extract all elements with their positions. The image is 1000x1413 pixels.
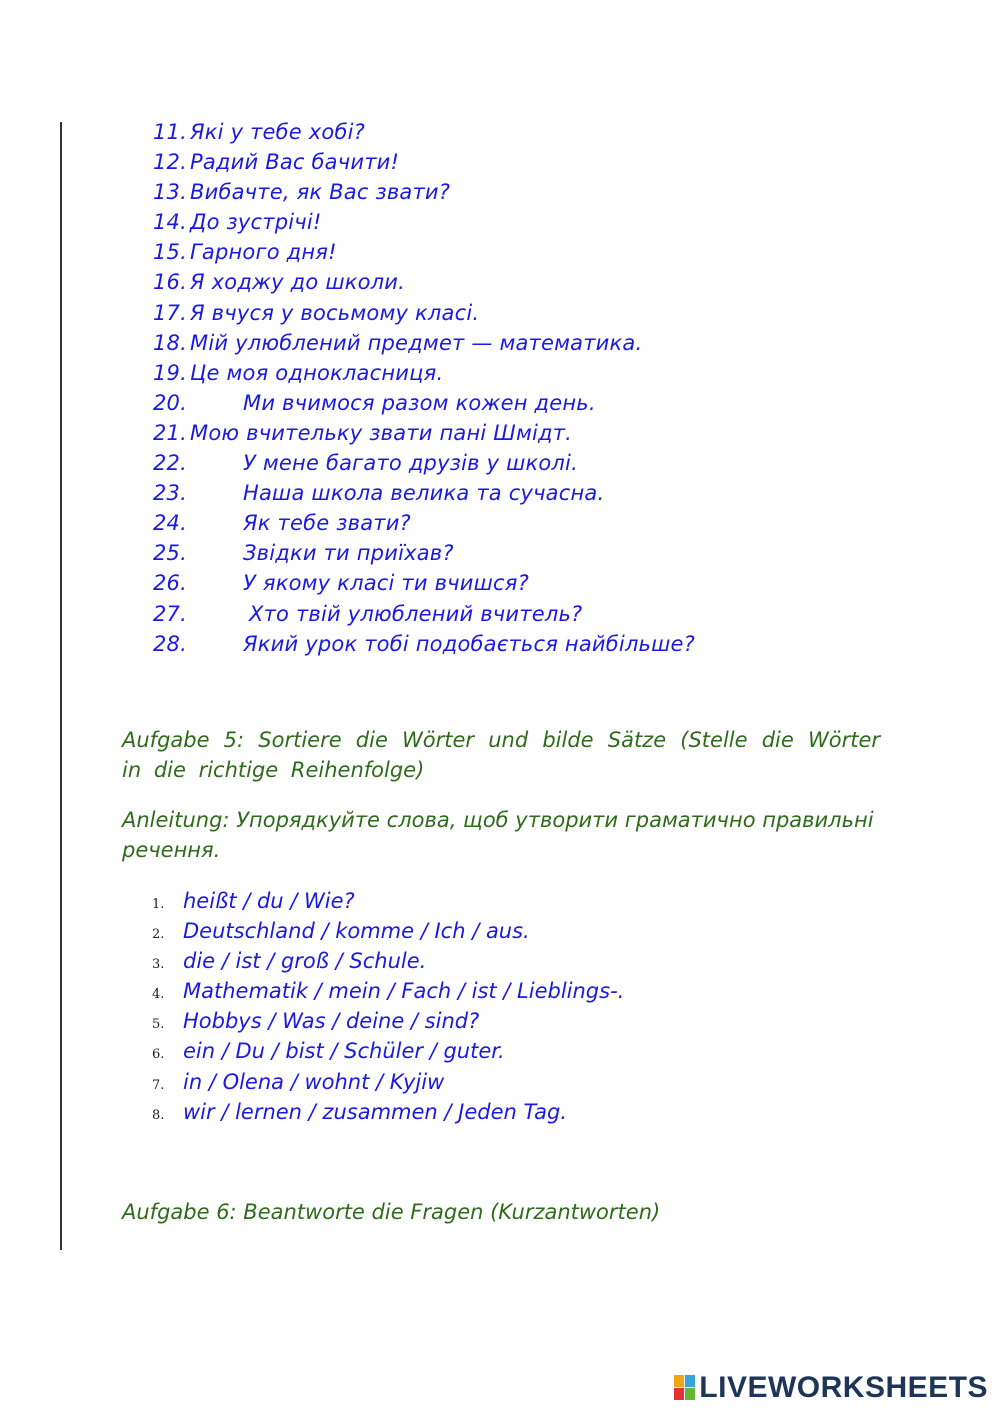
list-item bbox=[153, 358, 695, 388]
item-text: ein / Du / bist / Schüler / guter. bbox=[183, 1039, 505, 1064]
list-item bbox=[153, 629, 695, 659]
list-item bbox=[153, 599, 695, 629]
list-item bbox=[152, 1067, 624, 1097]
list-item bbox=[153, 568, 695, 598]
item-text: Я ходжу до школи. bbox=[190, 270, 406, 295]
list-item bbox=[153, 147, 695, 177]
item-number: 17. bbox=[153, 300, 187, 325]
item-number: 5. bbox=[152, 1017, 165, 1033]
item-text: Mathematik / mein / Fach / ist / Lieblings-. bbox=[183, 979, 625, 1004]
item-text: Deutschland / komme / Ich / aus. bbox=[183, 919, 530, 944]
ukrainian-phrase-list bbox=[153, 117, 695, 659]
item-text: Хто твій улюблений вчитель? bbox=[249, 601, 583, 626]
item-number: 15. bbox=[153, 240, 187, 265]
item-text: Як тебе звати? bbox=[243, 511, 411, 536]
item-number: 2. bbox=[152, 927, 165, 943]
item-number: 8. bbox=[152, 1107, 165, 1123]
item-number: 28. bbox=[153, 631, 187, 656]
item-text: Який урок тобі подобається найбільше? bbox=[243, 631, 696, 656]
list-item bbox=[153, 418, 695, 448]
item-number: 12. bbox=[153, 150, 187, 175]
list-item bbox=[153, 207, 695, 237]
item-text: wir / lernen / zusammen / Jeden Tag. bbox=[183, 1099, 567, 1124]
list-item bbox=[152, 1006, 624, 1036]
item-number: 11. bbox=[153, 120, 187, 144]
list-item bbox=[153, 177, 695, 207]
item-text: Наша школа велика та сучасна. bbox=[243, 481, 605, 506]
task5-instruction: Anleitung: Упорядкуйте слова, щоб утворити граматично правильні речення. bbox=[122, 808, 874, 862]
item-text: Які у тебе хобі? bbox=[190, 120, 365, 144]
item-number: 13. bbox=[153, 180, 187, 205]
liveworksheets-logo[interactable] bbox=[674, 1371, 988, 1405]
item-number: 16. bbox=[153, 270, 187, 295]
item-text: Я вчуся у восьмому класі. bbox=[190, 300, 480, 325]
margin-line bbox=[60, 122, 62, 1250]
item-text: Ми вчимося разом кожен день. bbox=[243, 390, 596, 415]
list-item bbox=[152, 976, 624, 1006]
list-item bbox=[153, 448, 695, 478]
item-text: Мою вчительку звати пані Шмідт. bbox=[190, 420, 573, 445]
item-text: Гарного дня! bbox=[190, 240, 337, 265]
list-item bbox=[152, 1097, 624, 1127]
list-item bbox=[152, 916, 624, 946]
list-item bbox=[153, 538, 695, 568]
item-text: Вибачте, як Вас звати? bbox=[190, 180, 451, 205]
list-item bbox=[152, 1036, 624, 1066]
list-item bbox=[153, 298, 695, 328]
item-text: in / Olena / wohnt / Kyjiw bbox=[183, 1069, 445, 1094]
item-text: До зустрічі! bbox=[190, 210, 322, 235]
item-number: 21. bbox=[153, 420, 187, 445]
item-number: 19. bbox=[153, 360, 187, 385]
item-text: Це моя однокласниця. bbox=[190, 360, 444, 385]
item-number: 3. bbox=[152, 957, 165, 973]
list-item bbox=[153, 508, 695, 538]
item-number: 26. bbox=[153, 571, 187, 596]
list-item bbox=[153, 388, 695, 418]
item-number: 18. bbox=[153, 330, 187, 355]
logo-text: LIVEWORKSHEETS bbox=[699, 1371, 988, 1404]
live-blocks-icon bbox=[674, 1375, 696, 1401]
item-text: У мене багато друзів у школі. bbox=[243, 451, 578, 476]
list-item bbox=[153, 267, 695, 297]
item-number: 24. bbox=[153, 511, 187, 536]
item-number: 1. bbox=[152, 897, 165, 912]
item-number: 6. bbox=[152, 1047, 165, 1063]
item-number: 4. bbox=[152, 987, 165, 1003]
list-item bbox=[152, 946, 624, 976]
item-number: 7. bbox=[152, 1077, 165, 1093]
task5-title: Aufgabe 5: Sortiere die Wörter und bilde Sätze (Stelle die Wörter in die richtige Reihenfolge) bbox=[122, 728, 880, 782]
item-text: Мій улюблений предмет — математика. bbox=[190, 330, 643, 355]
item-number: 27. bbox=[153, 601, 187, 626]
item-number: 25. bbox=[153, 541, 187, 566]
item-number: 23. bbox=[153, 481, 187, 506]
item-number: 14. bbox=[153, 210, 187, 235]
item-text: Радий Вас бачити! bbox=[190, 150, 400, 175]
german-sentence-list bbox=[152, 886, 624, 1127]
item-number: 22. bbox=[153, 451, 187, 476]
item-text: Hobbys / Was / deine / sind? bbox=[183, 1009, 480, 1034]
item-text: У якому класі ти вчишся? bbox=[243, 571, 529, 596]
list-item bbox=[153, 478, 695, 508]
list-item bbox=[153, 237, 695, 267]
item-text: die / ist / groß / Schule. bbox=[183, 949, 427, 974]
item-text: heißt / du / Wie? bbox=[183, 889, 355, 913]
item-text: Звідки ти приїхав? bbox=[243, 541, 454, 566]
list-item bbox=[153, 117, 695, 147]
task6-title: Aufgabe 6: Beantworte die Fragen (Kurzantworten) bbox=[122, 1200, 661, 1224]
item-number: 20. bbox=[153, 390, 187, 415]
list-item bbox=[153, 328, 695, 358]
list-item bbox=[152, 886, 624, 916]
